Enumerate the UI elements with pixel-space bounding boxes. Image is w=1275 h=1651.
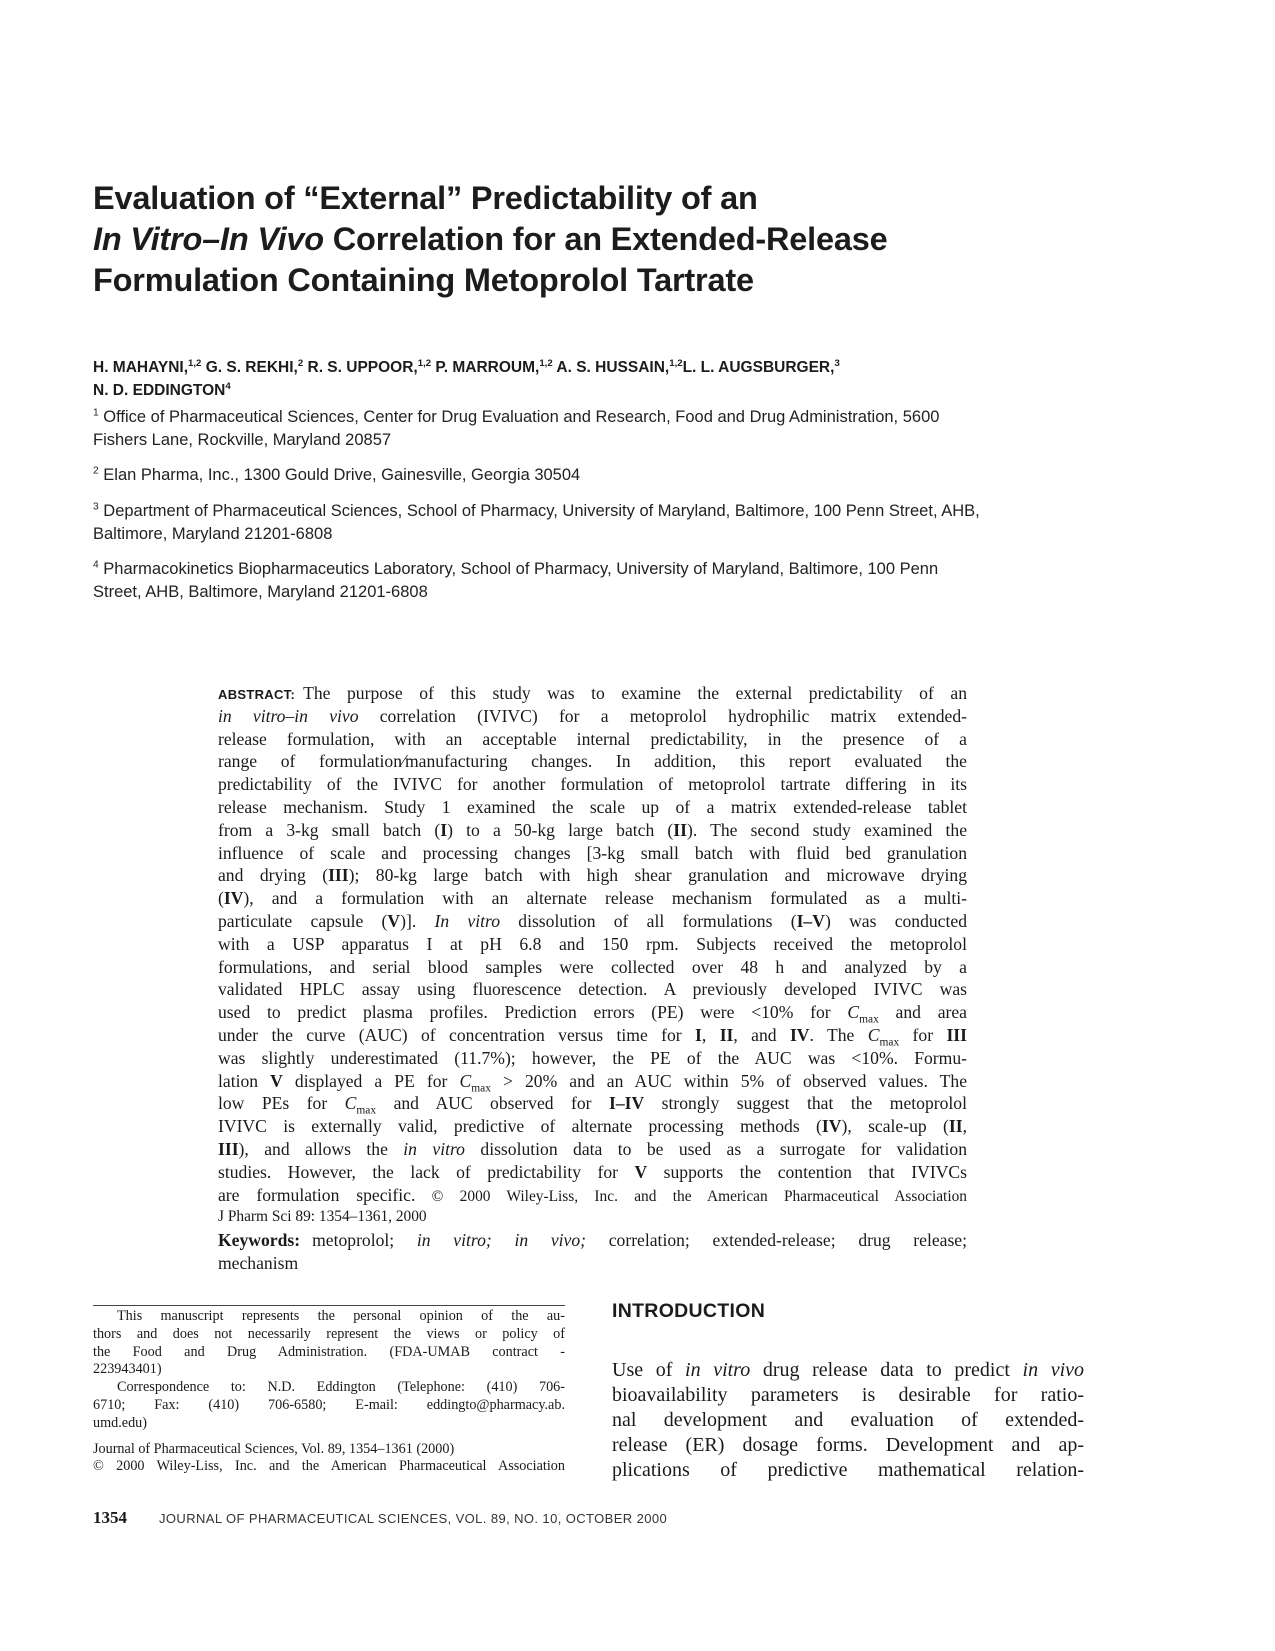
footnote-divider [93,1305,565,1306]
affiliation: $^1$ Office of Pharmaceutical Sciences, Center for Drug Evaluation and Research, Food and Drug Administration, 5600 Fishers Lane, Rockville, Maryland 20857 [93,407,940,449]
journal-running-footer: JOURNAL OF PHARMACEUTICAL SCIENCES, VOL. 89, NO. 10, OCTOBER 2000 [159,1511,668,1526]
title-line-3: Formulation Containing Metoprolol Tartrate [93,262,754,298]
keywords: Keywords: metoprolol; in vitro; in vivo; correlation; extended-release; drug release; [218,1230,967,1251]
affiliation: $^4$ Pharmacokinetics Biopharmaceutics Laboratory, School of Pharmacy, University of Maryland, Baltimore, 100 Penn Street, AHB, Baltimore, Maryland 21201-6808 [93,559,939,601]
authors-line-1 [93,356,1093,379]
page-number: 1354 [93,1508,127,1527]
authors-line-2 [93,379,1093,402]
author: A. S. HUSSAIN,$^{1,2}$ [556,357,683,376]
affiliation: $^3$ Department of Pharmaceutical Sciences, School of Pharmacy, University of Maryland, Baltimore, 100 Penn Street, AHB, Baltimore, Maryland 21201-6808 [93,501,980,543]
section-heading-introduction: INTRODUCTION [612,1300,766,1322]
citation: J Pharm Sci 89: 1354–1361, 2000 [218,1208,427,1226]
author: R. S. UPPOOR,$^{1,2}$ [307,357,432,376]
author: N. D. EDDINGTON$^4$ [93,380,231,399]
author: L. L. AUGSBURGER,$^3$ [682,357,840,376]
author: H. MAHAYNI,$^{1,2}$ [93,357,202,376]
author-list [93,356,1093,402]
title-line-2: In Vitro–In Vivo Correlation for an Extended-Release [93,221,888,257]
title-line-1: Evaluation of “External” Predictability of an [93,180,758,216]
footnotes: This manuscript represents the personal opinion of the au- thors and does not necessarily represent the views or policy of the Food and Drug Administration. (FDA-UMAB contract - 223943401) Correspondence to: N.D. Eddington (Telephone: (410) 706- 6710; Fax: (410) 706-6580; E-mail: eddingto@pharmacy.ab. umd.edu) Journal of Pharmaceutical Sciences, Vol. 89, 1354–1361 (2000) © 2000 Wiley-Liss, Inc. and the American Pharmaceutical Association [93,1308,565,1475]
abstract-label: ABSTRACT: [218,687,296,702]
author: P. MARROUM,$^{1,2}$ [435,357,553,376]
abstract: ABSTRACT: The purpose of this study was to examine the external predictability of an in vitro–in vivo correlation (IVIVC) for a metoprolol hydrophilic matrix extended- release formulation, with an acceptable internal predictability, in the presence of a range of formulation⁄manufacturing changes. In addition, this report evaluated the predictability of the IVIVC for another formulation of metoprolol tartrate differing in its release mechanism. Study 1 examined the scale up of a matrix extended-release tablet from a 3-kg small batch (I) to a 50-kg large batch (II). The second study examined the influence of scale and processing changes [3-kg small batch with fluid bed granulation and drying (III); 80-kg large batch with high shear granulation and microwave drying (IV), and a formulation with an alternate release mechanism formulated as a multi- particulate capsule (V)]. In vitro dissolution of all formulations (I–V) was conducted with a USP apparatus I at pH 6.8 and 150 rpm. Subjects received the metoprolol formulations, and serial blood samples were collected over 48 h and analyzed by a validated HPLC assay using fluorescence detection. A previously developed IVIVC was used to predict plasma profiles. Prediction errors (PE) were <10% for $C_{max}$ and area under the curve (AUC) of concentration versus time for I, II, and IV. The $C_{max}$ for III was slightly underestimated (11.7%); however, the PE of the AUC was <10%. Formu- lation V displayed a PE for $C_{max} > 20\%$ and an AUC within 5% of observed values. The low PEs for $C_{max}$ and AUC observed for I–IV strongly suggest that the metoprolol IVIVC is externally valid, predictive of alternate processing methods (IV), scale-up (II, III), and allows the in vitro dissolution data to be used as a surrogate for validation studies. However, the lack of predictability for V supports the contention that IVIVCs are formulation specific. © 2000 Wiley-Liss, Inc. and the American Pharmaceutical Association J Pharm Sci 89: 1354–1361, 2000 Keywords: metoprolol; in vitro; in vivo; correlation; extended-release; drug release; mechanism [218,683,968,1273]
introduction-text: Use of in vitro drug release data to predict in vivo bioavailability parameters is desirable for ratio- nal development and evaluation of extended- release (ER) dosage forms. Development and ap- plications of predictive mathematical relation- [612,1359,1085,1481]
author: G. S. REKHI,$^2$ [205,357,304,376]
affiliation: $^2$ Elan Pharma, Inc., 1300 Gould Drive, Gainesville, Georgia 30504 [93,465,581,484]
title-italic: In Vitro–In Vivo [93,221,324,257]
article-title [93,178,1093,301]
page-footer [93,1508,667,1528]
